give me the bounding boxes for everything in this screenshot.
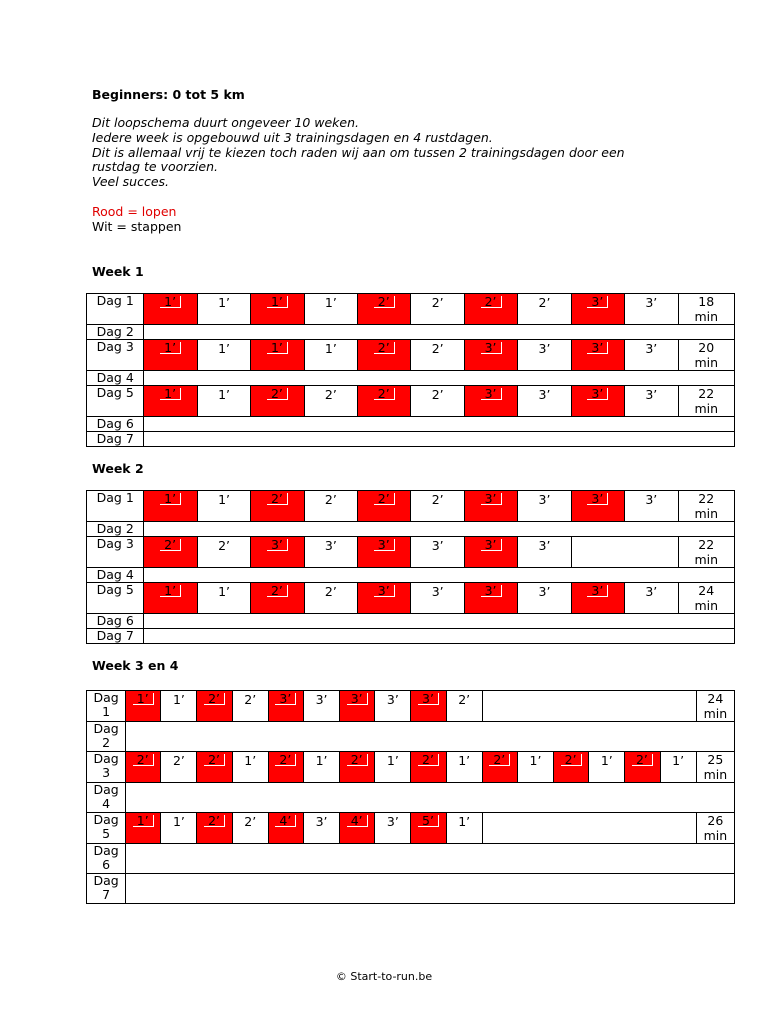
interval-value: 3’ — [431, 538, 444, 553]
walk-interval-cell — [589, 752, 625, 783]
day-label: Dag 4 — [87, 783, 126, 813]
interval-value: 3’ — [538, 341, 551, 356]
run-interval-cell — [571, 294, 624, 325]
interval-value: 3’ — [386, 814, 399, 829]
interval-value: 1’ — [386, 753, 399, 768]
day-label: Dag 3 — [87, 340, 144, 371]
total-value: 18 — [698, 294, 715, 309]
interval-value: 2’ — [324, 387, 337, 402]
walk-interval-cell — [518, 583, 571, 614]
total-duration — [678, 294, 735, 325]
rest-day-cell — [144, 371, 735, 386]
walk-interval-cell — [411, 386, 464, 417]
schedule-row — [87, 874, 735, 904]
run-interval-cell — [251, 386, 304, 417]
interval-value: 2’ — [632, 754, 653, 766]
walk-interval-cell — [303, 752, 339, 783]
interval-value: 1’ — [160, 493, 181, 505]
run-interval-cell — [144, 491, 197, 522]
week-2-heading: Week 2 — [92, 461, 144, 476]
interval-value: 3’ — [481, 539, 502, 551]
footer-copyright: © Start-to-run.be — [335, 970, 433, 983]
total-duration — [678, 583, 735, 614]
rest-day-cell — [144, 325, 735, 340]
interval-value: 1’ — [133, 815, 154, 827]
run-interval-cell — [144, 340, 197, 371]
run-interval-cell — [251, 340, 304, 371]
walk-interval-cell — [446, 752, 482, 783]
day-label: Dag 7 — [87, 629, 144, 644]
interval-value: 2’ — [374, 342, 395, 354]
walk-interval-cell — [411, 340, 464, 371]
day-label: Dag 5 — [87, 813, 126, 844]
day-label: Dag 5 — [87, 386, 144, 417]
interval-value: 3’ — [481, 493, 502, 505]
interval-value: 3’ — [645, 341, 658, 356]
walk-interval-cell — [304, 340, 357, 371]
interval-value: 2’ — [374, 388, 395, 400]
run-interval-cell — [358, 491, 411, 522]
interval-value: 2’ — [481, 296, 502, 308]
run-interval-cell — [411, 813, 446, 844]
rest-day-cell — [144, 568, 735, 583]
interval-value: 3’ — [315, 814, 328, 829]
intro-line: Dit is allemaal vrij te kiezen toch raden wij aan om tussen 2 trainingsdagen door een — [92, 144, 625, 160]
interval-value: 3’ — [538, 584, 551, 599]
walk-interval-cell — [197, 491, 250, 522]
interval-value: 1’ — [218, 387, 231, 402]
walk-interval-cell — [304, 491, 357, 522]
schedule-row — [87, 629, 735, 644]
run-interval-cell — [251, 491, 304, 522]
walk-interval-cell — [411, 583, 464, 614]
run-interval-cell — [464, 537, 517, 568]
walk-interval-cell — [625, 294, 678, 325]
walk-interval-cell — [518, 537, 571, 568]
run-interval-cell — [358, 583, 411, 614]
run-interval-cell — [571, 583, 624, 614]
walk-interval-cell — [197, 294, 250, 325]
total-value: 26 — [707, 813, 724, 828]
interval-value: 3’ — [538, 492, 551, 507]
interval-value: 3’ — [418, 693, 439, 705]
interval-value: 3’ — [645, 295, 658, 310]
interval-value: 3’ — [267, 539, 288, 551]
run-interval-cell — [340, 813, 375, 844]
walk-interval-cell — [232, 752, 268, 783]
rest-day-cell — [126, 844, 735, 874]
run-interval-cell — [358, 294, 411, 325]
interval-value: 1’ — [160, 585, 181, 597]
rest-day-cell — [144, 629, 735, 644]
rest-day-cell — [144, 417, 735, 432]
rest-day-cell — [144, 614, 735, 629]
run-interval-cell — [571, 386, 624, 417]
run-interval-cell — [268, 691, 303, 722]
run-interval-cell — [571, 340, 624, 371]
interval-value: 3’ — [538, 538, 551, 553]
interval-value: 2’ — [267, 388, 288, 400]
total-unit: min — [703, 705, 728, 721]
run-interval-cell — [126, 813, 161, 844]
run-interval-cell — [144, 386, 197, 417]
schedule-row — [87, 537, 735, 568]
day-label: Dag 6 — [87, 417, 144, 432]
interval-value: 3’ — [374, 585, 395, 597]
interval-value: 4’ — [347, 815, 368, 827]
interval-value: 3’ — [645, 584, 658, 599]
day-label: Dag 5 — [87, 583, 144, 614]
walk-interval-cell — [518, 340, 571, 371]
walk-interval-cell — [446, 813, 482, 844]
walk-interval-cell — [518, 491, 571, 522]
walk-interval-cell — [411, 491, 464, 522]
total-value: 22 — [698, 537, 715, 552]
schedule-row — [87, 752, 735, 783]
run-interval-cell — [464, 583, 517, 614]
interval-value: 3’ — [645, 387, 658, 402]
walk-interval-cell — [625, 491, 678, 522]
walk-interval-cell — [232, 691, 268, 722]
walk-interval-cell — [304, 583, 357, 614]
interval-value: 2’ — [172, 753, 185, 768]
interval-value: 2’ — [267, 585, 288, 597]
interval-value: 1’ — [218, 492, 231, 507]
intro-line: Dit loopschema duurt ongeveer 10 weken. — [92, 115, 359, 130]
interval-value: 1’ — [529, 753, 542, 768]
legend — [92, 205, 181, 235]
walk-interval-cell — [161, 813, 197, 844]
schedule-row — [87, 432, 735, 447]
total-duration — [678, 537, 735, 568]
interval-value: 2’ — [324, 492, 337, 507]
walk-interval-cell — [304, 537, 357, 568]
interval-value: 1’ — [458, 814, 471, 829]
walk-interval-cell — [375, 691, 411, 722]
interval-value: 2’ — [133, 754, 154, 766]
interval-value: 2’ — [275, 754, 296, 766]
interval-value: 3’ — [587, 342, 608, 354]
interval-value: 5’ — [418, 815, 439, 827]
total-duration — [696, 813, 734, 844]
schedule-row — [87, 417, 735, 432]
interval-value: 3’ — [645, 492, 658, 507]
total-value: 22 — [698, 491, 715, 506]
interval-value: 3’ — [481, 585, 502, 597]
week-3-4-heading: Week 3 en 4 — [92, 658, 179, 673]
run-interval-cell — [126, 691, 161, 722]
interval-value: 2’ — [538, 295, 551, 310]
empty-cell — [482, 813, 696, 844]
walk-interval-cell — [304, 386, 357, 417]
interval-value: 2’ — [244, 692, 257, 707]
interval-value: 1’ — [315, 753, 328, 768]
page-title: Beginners: 0 tot 5 km — [92, 87, 245, 102]
schedule-row — [87, 568, 735, 583]
interval-value: 1’ — [160, 388, 181, 400]
walk-interval-cell — [197, 583, 250, 614]
interval-value: 2’ — [458, 692, 471, 707]
run-interval-cell — [251, 583, 304, 614]
total-value: 24 — [698, 583, 715, 598]
interval-value: 3’ — [538, 387, 551, 402]
rest-day-cell — [144, 522, 735, 537]
run-interval-cell — [411, 691, 446, 722]
interval-value: 2’ — [374, 296, 395, 308]
interval-value: 4’ — [275, 815, 296, 827]
rest-day-cell — [144, 432, 735, 447]
total-unit: min — [694, 354, 719, 370]
interval-value: 3’ — [315, 692, 328, 707]
interval-value: 2’ — [324, 584, 337, 599]
walk-interval-cell — [625, 340, 678, 371]
interval-value: 2’ — [431, 295, 444, 310]
interval-value: 3’ — [324, 538, 337, 553]
walk-interval-cell — [375, 813, 411, 844]
schedule-row — [87, 491, 735, 522]
run-interval-cell — [197, 691, 232, 722]
day-label: Dag 6 — [87, 844, 126, 874]
schedule-row — [87, 783, 735, 813]
interval-value: 3’ — [481, 342, 502, 354]
interval-value: 3’ — [431, 584, 444, 599]
interval-value: 1’ — [133, 693, 154, 705]
interval-value: 2’ — [431, 387, 444, 402]
interval-value: 1’ — [218, 295, 231, 310]
total-value: 20 — [698, 340, 715, 355]
walk-interval-cell — [518, 386, 571, 417]
interval-value: 2’ — [160, 539, 181, 551]
total-unit: min — [694, 308, 719, 324]
walk-interval-cell — [411, 537, 464, 568]
run-interval-cell — [144, 583, 197, 614]
interval-value: 1’ — [160, 296, 181, 308]
interval-value: 2’ — [347, 754, 368, 766]
walk-interval-cell — [232, 813, 268, 844]
walk-interval-cell — [197, 340, 250, 371]
walk-interval-cell — [625, 386, 678, 417]
walk-interval-cell — [197, 537, 250, 568]
schedule-row — [87, 722, 735, 752]
run-interval-cell — [358, 386, 411, 417]
walk-interval-cell — [446, 691, 482, 722]
total-duration — [678, 386, 735, 417]
walk-interval-cell — [625, 583, 678, 614]
walk-interval-cell — [197, 386, 250, 417]
interval-value: 2’ — [244, 814, 257, 829]
day-label: Dag 1 — [87, 691, 126, 722]
interval-value: 1’ — [172, 814, 185, 829]
interval-value: 1’ — [672, 753, 685, 768]
walk-interval-cell — [161, 752, 197, 783]
walk-interval-cell — [161, 691, 197, 722]
run-interval-cell — [464, 386, 517, 417]
total-unit: min — [703, 766, 728, 782]
total-value: 24 — [707, 691, 724, 706]
walk-interval-cell — [303, 813, 339, 844]
empty-cell — [571, 537, 678, 568]
total-unit: min — [694, 597, 719, 613]
schedule-row — [87, 813, 735, 844]
interval-value: 1’ — [324, 295, 337, 310]
intro-line: Veel succes. — [92, 174, 170, 190]
interval-value: 3’ — [481, 388, 502, 400]
rest-day-cell — [126, 783, 735, 813]
schedule-row — [87, 386, 735, 417]
total-unit: min — [694, 505, 719, 521]
interval-value: 2’ — [431, 341, 444, 356]
run-interval-cell — [358, 537, 411, 568]
walk-interval-cell — [660, 752, 696, 783]
interval-value: 3’ — [587, 493, 608, 505]
interval-value: 1’ — [160, 342, 181, 354]
interval-value: 2’ — [204, 815, 225, 827]
run-interval-cell — [144, 537, 197, 568]
run-interval-cell — [268, 813, 303, 844]
run-interval-cell — [411, 752, 446, 783]
legend-run: Rood = lopen — [92, 204, 177, 219]
interval-value: 1’ — [172, 692, 185, 707]
schedule-row — [87, 844, 735, 874]
schedule-row — [87, 691, 735, 722]
interval-value: 3’ — [386, 692, 399, 707]
run-interval-cell — [464, 294, 517, 325]
run-interval-cell — [571, 491, 624, 522]
total-unit: min — [694, 400, 719, 416]
interval-value: 1’ — [218, 584, 231, 599]
schedule-row — [87, 614, 735, 629]
run-interval-cell — [126, 752, 161, 783]
day-label: Dag 1 — [87, 491, 144, 522]
total-duration — [678, 491, 735, 522]
interval-value: 1’ — [324, 341, 337, 356]
walk-interval-cell — [517, 752, 553, 783]
day-label: Dag 3 — [87, 752, 126, 783]
week-1-heading: Week 1 — [92, 264, 144, 279]
total-value: 25 — [707, 752, 724, 767]
interval-value: 1’ — [458, 753, 471, 768]
rest-day-cell — [126, 874, 735, 904]
run-interval-cell — [464, 491, 517, 522]
interval-value: 2’ — [374, 493, 395, 505]
day-label: Dag 1 — [87, 294, 144, 325]
interval-value: 2’ — [204, 754, 225, 766]
total-duration — [696, 691, 734, 722]
interval-value: 3’ — [587, 388, 608, 400]
run-interval-cell — [144, 294, 197, 325]
run-interval-cell — [554, 752, 589, 783]
interval-value: 1’ — [600, 753, 613, 768]
week-2-schedule — [86, 490, 735, 644]
interval-value: 3’ — [587, 296, 608, 308]
run-interval-cell — [340, 752, 375, 783]
week-1-schedule — [86, 293, 735, 447]
run-interval-cell — [197, 752, 232, 783]
interval-value: 2’ — [489, 754, 510, 766]
intro-text — [92, 116, 625, 190]
run-interval-cell — [340, 691, 375, 722]
interval-value: 2’ — [218, 538, 231, 553]
interval-value: 3’ — [587, 585, 608, 597]
interval-value: 3’ — [374, 539, 395, 551]
total-unit: min — [703, 827, 728, 843]
intro-line: rustdag te voorzien. — [92, 159, 218, 175]
day-label: Dag 2 — [87, 522, 144, 537]
total-duration — [696, 752, 734, 783]
run-interval-cell — [251, 537, 304, 568]
interval-value: 1’ — [267, 342, 288, 354]
interval-value: 2’ — [431, 492, 444, 507]
day-label: Dag 4 — [87, 371, 144, 386]
empty-cell — [482, 691, 696, 722]
day-label: Dag 3 — [87, 537, 144, 568]
intro-line: Iedere week is opgebouwd uit 3 trainingsdagen en 4 rustdagen. — [92, 129, 493, 145]
run-interval-cell — [251, 294, 304, 325]
walk-interval-cell — [411, 294, 464, 325]
schedule-row — [87, 522, 735, 537]
day-label: Dag 2 — [87, 722, 126, 752]
total-value: 22 — [698, 386, 715, 401]
legend-walk: Wit = stappen — [92, 218, 182, 234]
day-label: Dag 2 — [87, 325, 144, 340]
rest-day-cell — [126, 722, 735, 752]
total-unit: min — [694, 551, 719, 567]
run-interval-cell — [464, 340, 517, 371]
interval-value: 2’ — [418, 754, 439, 766]
week-3-4-schedule — [86, 690, 735, 904]
interval-value: 3’ — [347, 693, 368, 705]
day-label: Dag 4 — [87, 568, 144, 583]
interval-value: 2’ — [267, 493, 288, 505]
schedule-row — [87, 340, 735, 371]
schedule-row — [87, 294, 735, 325]
run-interval-cell — [268, 752, 303, 783]
run-interval-cell — [482, 752, 517, 783]
schedule-row — [87, 325, 735, 340]
run-interval-cell — [625, 752, 660, 783]
schedule-row — [87, 583, 735, 614]
interval-value: 1’ — [218, 341, 231, 356]
interval-value: 1’ — [244, 753, 257, 768]
interval-value: 2’ — [561, 754, 582, 766]
walk-interval-cell — [303, 691, 339, 722]
run-interval-cell — [358, 340, 411, 371]
day-label: Dag 7 — [87, 432, 144, 447]
day-label: Dag 7 — [87, 874, 126, 904]
run-interval-cell — [197, 813, 232, 844]
day-label: Dag 6 — [87, 614, 144, 629]
walk-interval-cell — [518, 294, 571, 325]
walk-interval-cell — [375, 752, 411, 783]
total-duration — [678, 340, 735, 371]
interval-value: 2’ — [204, 693, 225, 705]
interval-value: 1’ — [267, 296, 288, 308]
walk-interval-cell — [304, 294, 357, 325]
interval-value: 3’ — [275, 693, 296, 705]
schedule-row — [87, 371, 735, 386]
